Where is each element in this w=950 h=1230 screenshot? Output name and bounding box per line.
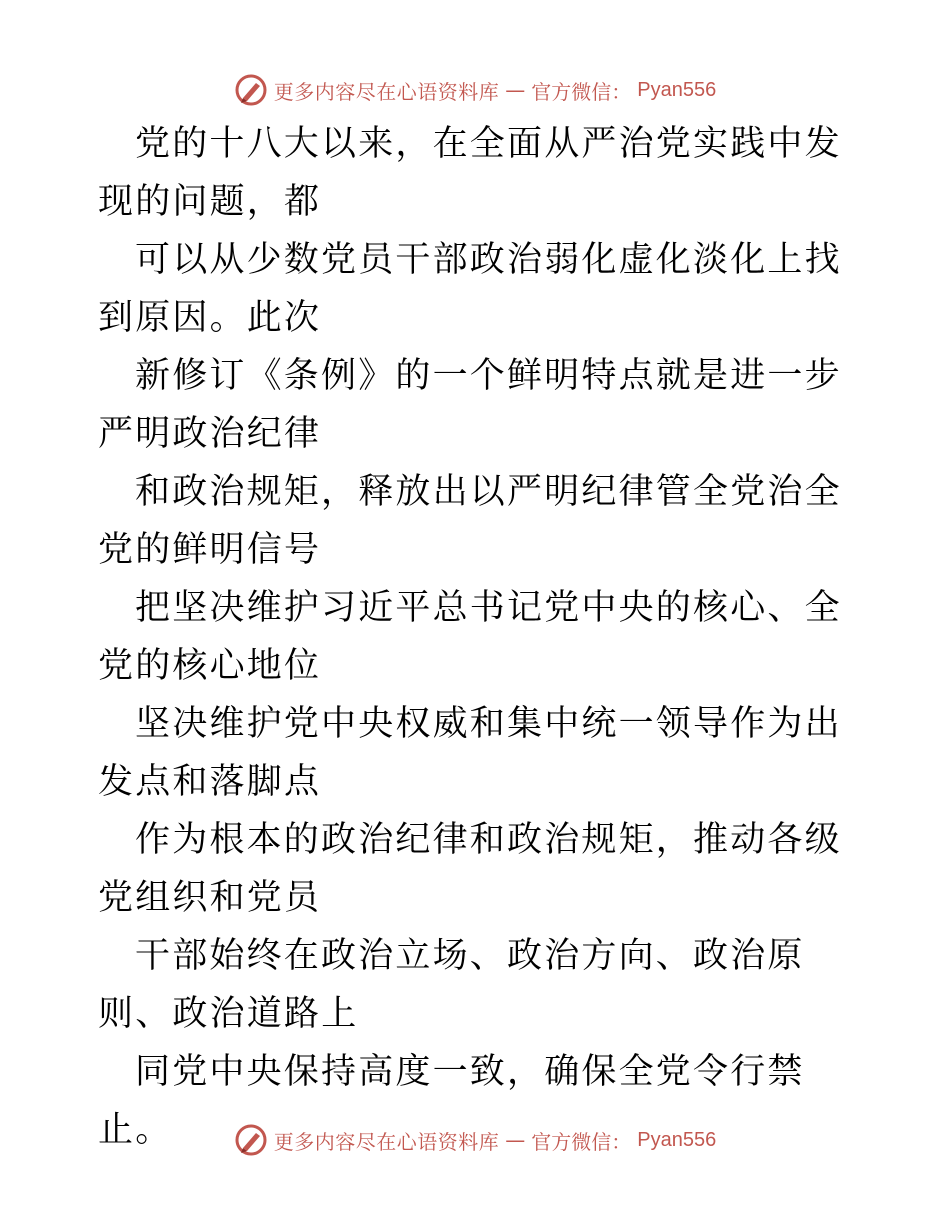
paragraph-6: 坚决维护党中央权威和集中统一领导作为出发点和落脚点 xyxy=(98,704,842,802)
paragraph-7: 作为根本的政治纪律和政治规矩，推动各级党组织和党员 xyxy=(98,820,842,918)
footer-watermark xyxy=(0,1120,950,1160)
paragraph-2: 可以从少数党员干部政治弱化虚化淡化上找到原因。此次 xyxy=(98,240,842,338)
pen-logo-icon xyxy=(234,73,268,107)
paragraph-4: 和政治规矩，释放出以严明纪律管全党治全党的鲜明信号 xyxy=(98,472,842,570)
watermark-site-name: 更多内容尽在心语资料库 xyxy=(273,79,500,104)
watermark-dash: — xyxy=(505,78,526,102)
paragraph-1: 党的十八大以来，在全面从严治党实践中发现的问题，都 xyxy=(98,124,842,222)
watermark-wechat-id: Pyan556 xyxy=(637,1128,717,1151)
paragraph-3: 新修订《条例》的一个鲜明特点就是进一步严明政治纪律 xyxy=(98,356,842,454)
watermark-wechat-label: 官方微信： xyxy=(531,79,632,104)
watermark-site-name: 更多内容尽在心语资料库 xyxy=(273,1129,500,1154)
watermark-dash: — xyxy=(505,1128,526,1152)
watermark-wechat-label: 官方微信： xyxy=(531,1129,632,1154)
pen-logo-icon xyxy=(234,1123,268,1157)
header-watermark xyxy=(0,70,950,110)
document-body xyxy=(98,115,858,1159)
paragraph-5: 把坚决维护习近平总书记党中央的核心、全党的核心地位 xyxy=(98,588,842,686)
watermark-wechat-id: Pyan556 xyxy=(637,78,717,101)
paragraph-9: 同党中央保持高度一致，确保全党令行禁止。 xyxy=(98,1052,805,1150)
paragraph-8: 干部始终在政治立场、政治方向、政治原则、政治道路上 xyxy=(98,936,805,1034)
